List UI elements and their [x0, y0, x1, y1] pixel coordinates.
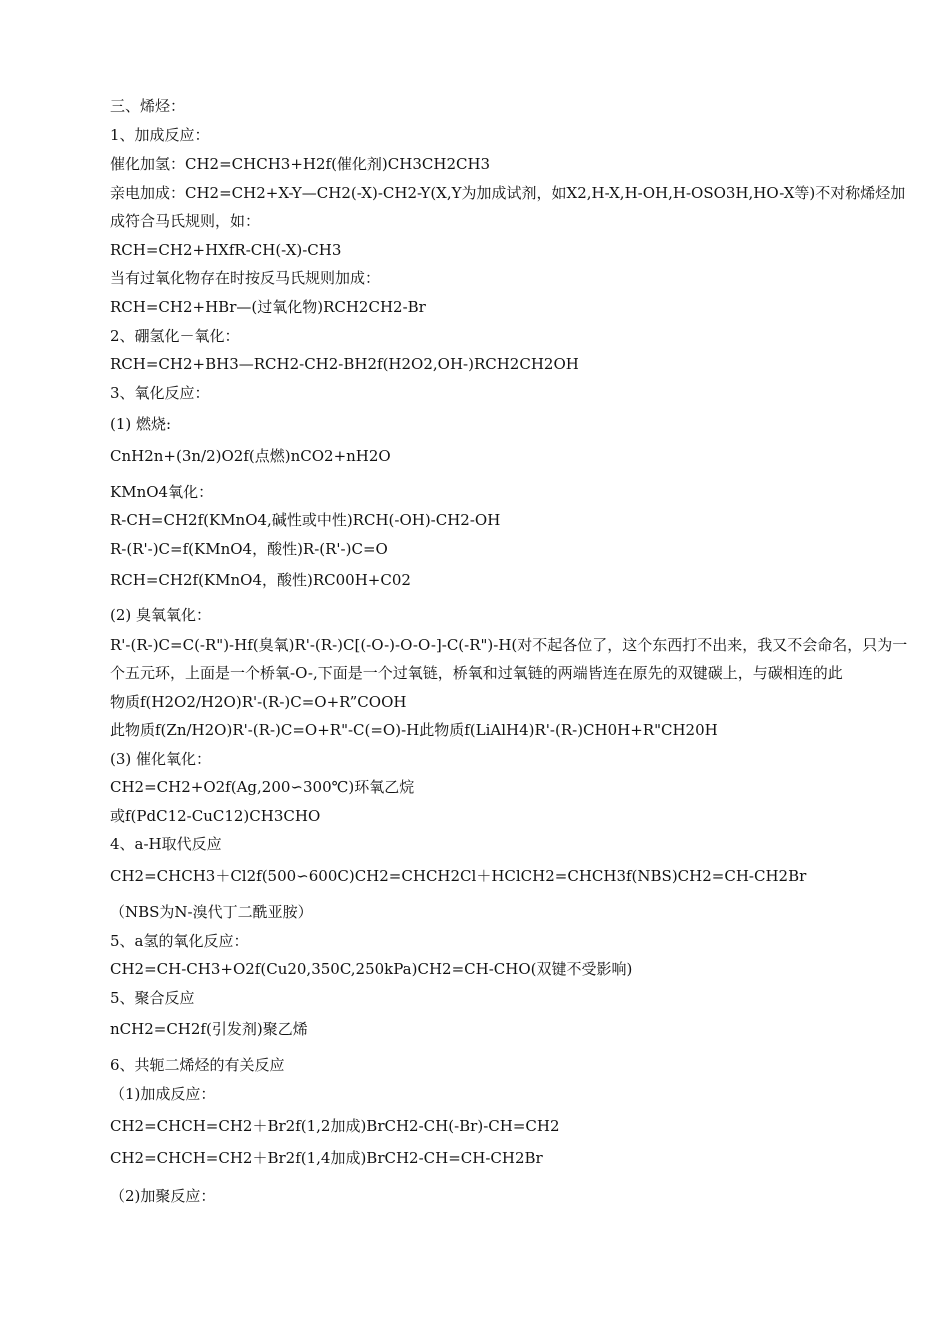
text-line: R'-(R-)C=C(-R")-Hf(臭氧)R'-(R-)C[(-O-)-O-O-]-C(-R")-H(对不起各位了，这个东西打不出来，我又不会命名，只为一 — [110, 636, 908, 654]
section-heading: 三、烯烃： — [110, 97, 186, 115]
subsection-heading: 5、聚合反应 — [110, 989, 195, 1007]
text-line: 亲电加成：CH2=CH2+X-Y—CH2(-X)-CH2-Y(X,Y为加成试剂，如X2,H-X,H-OH,H-OSO3H,HO-X等)不对称烯烃加 — [110, 184, 906, 202]
text-line: CnH2n+(3n/2)O2f(点燃)nCO2+nH2O — [110, 447, 391, 465]
text-line: 当有过氧化物存在时按反马氏规则加成： — [110, 269, 381, 287]
text-line: 成符合马氏规则，如： — [110, 212, 261, 230]
text-line: CH2=CH-CH3+O2f(Cu20,350C,250kPa)CH2=CH-CHO(双键不受影响) — [110, 960, 633, 978]
subsection-heading: 4、a-H取代反应 — [110, 835, 222, 853]
text-line: RCH=CH2f(KMnO4，酸性)RC00H+C02 — [110, 571, 411, 589]
text-line: RCH=CH2+BH3—RCH2-CH2-BH2f(H2O2,OH-)RCH2CH2OH — [110, 355, 579, 373]
text-line: (2) 臭氧氧化： — [110, 606, 212, 624]
subsection-heading: 5、a氢的氧化反应： — [110, 932, 249, 950]
text-line: KMnO4氧化： — [110, 483, 214, 501]
text-line: 物质f(H2O2/H2O)R'-(R-)C=O+R”COOH — [110, 693, 407, 711]
text-line: nCH2=CH2f(引发剂)聚乙烯 — [110, 1020, 308, 1038]
text-line: CH2=CHCH=CH2＋Br2f(1,2加成)BrCH2-CH(-Br)-CH=CH2 — [110, 1117, 560, 1135]
text-line: RCH=CH2+HBr—(过氧化物)RCH2CH2-Br — [110, 298, 426, 316]
text-line: 催化加氢：CH2=CHCH3+H2f(催化剂)CH3CH2CH3 — [110, 155, 491, 173]
text-line: CH2=CHCH=CH2＋Br2f(1,4加成)BrCH2-CH=CH-CH2Br — [110, 1149, 543, 1167]
text-line: (1) 燃烧: — [110, 415, 172, 433]
text-line: （1)加成反应： — [110, 1085, 216, 1103]
text-line: R-(R'-)C=f(KMnO4，酸性)R-(R'-)C=O — [110, 540, 388, 558]
text-line: CH2=CH2+O2f(Ag,200∽300℃)环氧乙烷 — [110, 778, 415, 796]
text-line: CH2=CHCH3＋Cl2f(500∽600C)CH2=CHCH2Cl＋HClCH2=CHCH3f(NBS)CH2=CH-CH2Br — [110, 867, 807, 885]
subsection-heading: 3、氧化反应： — [110, 384, 210, 402]
text-line: R-CH=CH2f(KMnO4,碱性或中性)RCH(-OH)-CH2-OH — [110, 511, 501, 529]
text-line: （2)加聚反应： — [110, 1187, 216, 1205]
text-line: (3) 催化氧化： — [110, 750, 212, 768]
text-line: 个五元环，上面是一个桥氧-O-,下面是一个过氧链，桥氧和过氧链的两端皆连在原先的双键碳上，与碳相连的此 — [110, 664, 843, 682]
subsection-heading: 6、共轭二烯烃的有关反应 — [110, 1056, 285, 1074]
subsection-heading: 1、加成反应： — [110, 126, 210, 144]
subsection-heading: 2、硼氢化－氧化： — [110, 327, 240, 345]
text-line: （NBS为N-溴代丁二酰亚胺） — [110, 903, 313, 921]
text-line: RCH=CH2+HXfR-CH(-X)-CH3 — [110, 241, 342, 259]
text-line: 此物质f(Zn/H2O)R'-(R-)C=O+R"-C(=O)-H此物质f(LiAlH4)R'-(R-)CH0H+R"CH20H — [110, 721, 718, 739]
text-line: 或f(PdC12-CuC12)CH3CHO — [110, 807, 321, 825]
